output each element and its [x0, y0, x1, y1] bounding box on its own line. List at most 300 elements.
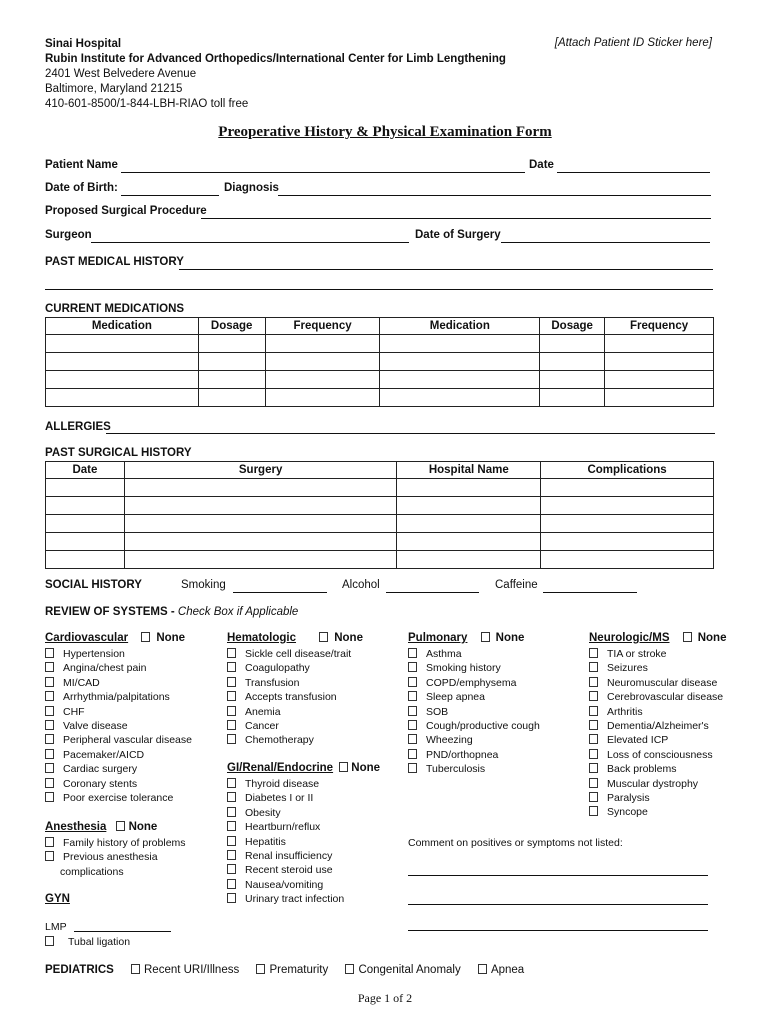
- surgical-header-row: [46, 462, 714, 479]
- cardiovascular-header: [45, 632, 185, 644]
- list-item[interactable]: [227, 849, 344, 863]
- item-label: Cerebrovascular disease: [607, 691, 724, 704]
- item-label: Poor exercise tolerance: [63, 792, 174, 805]
- item-label: Back problems: [607, 763, 677, 776]
- list-item[interactable]: [227, 705, 351, 719]
- item-label: Sickle cell disease/trait: [245, 648, 352, 660]
- checkbox-icon: [45, 792, 54, 802]
- checkbox-icon: [45, 677, 54, 687]
- item-label: Accepts transfusion: [245, 691, 337, 704]
- gi-renal-none-checkbox[interactable]: [339, 762, 380, 774]
- anesthesia-header: [45, 821, 157, 833]
- table-cell[interactable]: [46, 335, 199, 353]
- table-cell[interactable]: [540, 335, 605, 353]
- item-continuation: complications: [60, 865, 124, 878]
- checkbox-icon: [408, 706, 417, 716]
- none-label: None: [495, 632, 525, 644]
- table-cell[interactable]: [46, 533, 125, 551]
- checkbox-icon: [45, 662, 54, 672]
- table-cell[interactable]: [46, 479, 125, 497]
- neurologic-header: [589, 632, 726, 644]
- surgeon-label: Surgeon: [45, 229, 92, 241]
- item-label: Hepatitis: [245, 835, 286, 848]
- diagnosis-label: Diagnosis: [224, 182, 279, 194]
- item-label: Diabetes I or II: [245, 792, 314, 805]
- checkbox-icon: [131, 964, 140, 974]
- table-cell[interactable]: [46, 497, 125, 515]
- medications-header-row: [46, 318, 714, 335]
- caffeine-field[interactable]: [543, 592, 637, 593]
- table-cell[interactable]: [46, 515, 125, 533]
- phone-number: 410-601-8500/1-844-LBH-RIAO toll free: [45, 98, 249, 110]
- table-cell[interactable]: [605, 353, 714, 371]
- item-label: Pacemaker/AICD: [63, 748, 145, 761]
- checkbox-icon: [589, 706, 598, 716]
- table-cell[interactable]: [265, 353, 380, 371]
- list-item[interactable]: [589, 690, 723, 704]
- past-medical-history-field[interactable]: [179, 269, 713, 270]
- item-label: Smoking history: [426, 662, 501, 675]
- surgeon-field[interactable]: [91, 242, 409, 243]
- list-item[interactable]: [227, 878, 344, 892]
- checkbox-icon: [227, 677, 236, 687]
- item-label: Obesity: [245, 806, 281, 819]
- hematologic-none-checkbox[interactable]: [319, 632, 363, 644]
- table-cell[interactable]: [124, 497, 397, 515]
- alcohol-label: Alcohol: [342, 579, 380, 591]
- checkbox-icon: [227, 648, 236, 658]
- column-header: Frequency: [265, 318, 380, 335]
- list-item[interactable]: [227, 719, 351, 733]
- anesthesia-title: Anesthesia: [45, 821, 107, 833]
- city-address: Baltimore, Maryland 21215: [45, 83, 183, 95]
- table-cell[interactable]: [397, 479, 541, 497]
- neurologic-none-checkbox[interactable]: [683, 632, 727, 644]
- alcohol-field[interactable]: [386, 592, 479, 593]
- list-item[interactable]: [589, 661, 723, 675]
- table-cell[interactable]: [380, 353, 540, 371]
- checkbox-icon: [256, 964, 265, 974]
- list-item[interactable]: [227, 733, 351, 747]
- list-item[interactable]: [227, 676, 351, 690]
- procedure-label: Proposed Surgical Procedure: [45, 205, 207, 217]
- table-cell[interactable]: [605, 371, 714, 389]
- pulmonary-title: Pulmonary: [408, 632, 468, 644]
- sticker-note: [Attach Patient ID Sticker here]: [554, 37, 712, 49]
- table-cell[interactable]: [540, 371, 605, 389]
- pulmonary-none-checkbox[interactable]: [481, 632, 525, 644]
- list-item[interactable]: [227, 835, 344, 849]
- table-cell[interactable]: [198, 353, 265, 371]
- list-item[interactable]: [589, 777, 723, 791]
- medications-table: [45, 317, 714, 407]
- allergies-label: ALLERGIES: [45, 421, 111, 433]
- table-cell[interactable]: [541, 515, 714, 533]
- list-item[interactable]: [45, 748, 192, 762]
- past-surgical-history-heading: PAST SURGICAL HISTORY: [45, 447, 192, 459]
- item-label: Seizures: [607, 662, 648, 675]
- pediatrics-item[interactable]: [478, 964, 524, 976]
- checkbox-icon: [227, 734, 236, 744]
- table-cell[interactable]: [397, 515, 541, 533]
- table-cell[interactable]: [124, 551, 397, 569]
- date-of-surgery-field[interactable]: [501, 242, 710, 243]
- table-cell[interactable]: [46, 353, 199, 371]
- gi-renal-title: GI/Renal/Endocrine: [227, 762, 334, 774]
- comment-label: Comment on positives or symptoms not listed:: [408, 837, 623, 849]
- table-cell[interactable]: [124, 479, 397, 497]
- neurologic-list: [589, 647, 723, 820]
- list-item[interactable]: [45, 676, 192, 690]
- checkbox-icon: [45, 720, 54, 730]
- anesthesia-list: [45, 836, 186, 879]
- gyn-title: GYN: [45, 893, 70, 905]
- table-cell[interactable]: [540, 353, 605, 371]
- checkbox-icon: [45, 734, 54, 744]
- pediatrics-row: [45, 964, 524, 976]
- hospital-name: Sinai Hospital: [45, 38, 122, 50]
- checkbox-icon: [45, 706, 54, 716]
- list-item[interactable]: [589, 762, 723, 776]
- checkbox-icon: [408, 749, 417, 759]
- checkbox-icon: [319, 632, 328, 642]
- column-header: Dosage: [198, 318, 265, 335]
- list-item[interactable]: [589, 748, 723, 762]
- column-header: Complications: [541, 462, 714, 479]
- list-item[interactable]: [408, 762, 540, 776]
- none-label: None: [334, 632, 363, 644]
- table-cell[interactable]: [124, 533, 397, 551]
- checkbox-icon: [227, 893, 236, 903]
- social-history-heading: SOCIAL HISTORY: [45, 579, 142, 591]
- item-label: Sleep apnea: [426, 691, 485, 704]
- table-cell[interactable]: [541, 479, 714, 497]
- checkbox-icon: [589, 749, 598, 759]
- list-item[interactable]: [227, 661, 351, 675]
- table-cell[interactable]: [46, 371, 199, 389]
- checkbox-icon: [45, 749, 54, 759]
- table-cell[interactable]: [198, 389, 265, 407]
- checkbox-icon: [45, 851, 54, 861]
- table-cell[interactable]: [380, 335, 540, 353]
- checkbox-icon: [589, 662, 598, 672]
- date-field[interactable]: [557, 172, 710, 173]
- item-label: Arthritis: [607, 705, 643, 718]
- checkbox-icon: [408, 720, 417, 730]
- table-cell[interactable]: [540, 389, 605, 407]
- table-row: [46, 551, 714, 569]
- neurologic-title: Neurologic/MS: [589, 632, 670, 644]
- item-label: COPD/emphysema: [426, 676, 517, 689]
- item-label: Chemotherapy: [245, 734, 314, 747]
- none-label: None: [697, 632, 727, 644]
- column-header: Medication: [380, 318, 540, 335]
- list-item[interactable]: [45, 762, 192, 776]
- checkbox-icon: [589, 763, 598, 773]
- checkbox-icon: [45, 837, 54, 847]
- item-label: Nausea/vomiting: [245, 878, 324, 891]
- table-cell[interactable]: [198, 335, 265, 353]
- table-cell[interactable]: [380, 371, 540, 389]
- allergies-field[interactable]: [106, 433, 715, 434]
- list-item[interactable]: [408, 705, 540, 719]
- list-item[interactable]: [227, 647, 351, 661]
- table-row: [46, 353, 714, 371]
- smoking-label: Smoking: [181, 579, 226, 591]
- list-item[interactable]: [227, 806, 344, 820]
- checkbox-icon: [589, 691, 598, 701]
- checkbox-icon: [478, 964, 487, 974]
- checkbox-icon: [589, 778, 598, 788]
- checkbox-icon: [45, 778, 54, 788]
- gi-renal-header: [227, 762, 380, 774]
- review-of-systems-subtitle: Check Box if Applicable: [177, 606, 299, 618]
- none-label: None: [128, 821, 158, 833]
- table-cell[interactable]: [265, 335, 380, 353]
- list-item[interactable]: [45, 733, 192, 747]
- list-item[interactable]: [589, 791, 723, 805]
- item-label: Arrhythmia/palpitations: [63, 691, 170, 704]
- list-item[interactable]: [45, 777, 192, 791]
- hematologic-header: [227, 632, 363, 644]
- list-item[interactable]: [45, 661, 192, 675]
- column-header: Medication: [46, 318, 199, 335]
- table-cell[interactable]: [397, 533, 541, 551]
- lmp-field[interactable]: [74, 931, 171, 932]
- item-label: Transfusion: [245, 676, 300, 689]
- cardiovascular-none-checkbox[interactable]: [141, 632, 185, 644]
- checkbox-icon: [45, 691, 54, 701]
- item-label: Elevated ICP: [607, 734, 669, 747]
- table-cell[interactable]: [541, 551, 714, 569]
- item-label: Wheezing: [426, 734, 473, 747]
- cardiovascular-list: [45, 647, 192, 805]
- list-item[interactable]: [227, 690, 351, 704]
- tubal-ligation-item[interactable]: [45, 935, 130, 949]
- column-header: Hospital Name: [397, 462, 541, 479]
- item-label: Muscular dystrophy: [607, 777, 699, 790]
- item-label: Asthma: [426, 648, 462, 660]
- item-label: Prematurity: [269, 964, 329, 976]
- date-label: Date: [529, 159, 554, 171]
- list-item[interactable]: [408, 690, 540, 704]
- dob-label: Date of Birth:: [45, 182, 118, 194]
- review-of-systems-heading: [45, 606, 298, 618]
- item-label: Family history of problems: [63, 837, 186, 849]
- pediatrics-heading: PEDIATRICS: [45, 964, 114, 976]
- item-label: TIA or stroke: [607, 648, 667, 660]
- column-header: Date: [46, 462, 125, 479]
- checkbox-icon: [589, 648, 598, 658]
- list-item[interactable]: [408, 661, 540, 675]
- checkbox-icon: [408, 734, 417, 744]
- table-row: [46, 335, 714, 353]
- item-label: Cancer: [245, 720, 279, 733]
- table-row: [46, 533, 714, 551]
- list-item[interactable]: [589, 676, 723, 690]
- past-medical-history-label: PAST MEDICAL HISTORY: [45, 256, 184, 268]
- checkbox-icon: [227, 662, 236, 672]
- item-label: Coronary stents: [63, 777, 138, 790]
- caffeine-label: Caffeine: [495, 579, 538, 591]
- item-label: Previous anesthesia: [63, 851, 158, 864]
- list-item[interactable]: [589, 705, 723, 719]
- list-item[interactable]: [227, 863, 344, 877]
- list-item[interactable]: [45, 705, 192, 719]
- item-label: Peripheral vascular disease: [63, 734, 192, 747]
- institute-name: Rubin Institute for Advanced Orthopedics/International Center for Limb Lengthening: [45, 53, 506, 65]
- review-of-systems-title: REVIEW OF SYSTEMS -: [45, 606, 175, 618]
- cardiovascular-title: Cardiovascular: [45, 632, 129, 644]
- past-medical-history-line-2[interactable]: [45, 289, 713, 290]
- item-label: Urinary tract infection: [245, 893, 345, 906]
- checkbox-icon: [45, 936, 54, 946]
- checkbox-icon: [589, 806, 598, 816]
- table-cell[interactable]: [605, 389, 714, 407]
- checkbox-icon: [227, 879, 236, 889]
- checkbox-icon: [116, 821, 125, 831]
- hematologic-title: Hematologic: [227, 632, 297, 644]
- list-item[interactable]: [589, 805, 723, 819]
- column-header: Frequency: [605, 318, 714, 335]
- comment-line-1[interactable]: [408, 875, 708, 876]
- list-item[interactable]: [45, 836, 186, 850]
- item-label: Paralysis: [607, 792, 650, 805]
- item-label: Apnea: [490, 964, 525, 976]
- checkbox-icon: [227, 691, 236, 701]
- diagnosis-field[interactable]: [278, 195, 711, 196]
- date-of-surgery-label: Date of Surgery: [415, 229, 501, 241]
- item-label: Anemia: [245, 705, 281, 718]
- item-label: Dementia/Alzheimer's: [607, 720, 709, 733]
- item-label: Cough/productive cough: [426, 720, 540, 733]
- item-label: PND/orthopnea: [426, 748, 499, 761]
- dob-field[interactable]: [121, 195, 219, 196]
- item-label: Congenital Anomaly: [358, 964, 461, 976]
- patient-name-field[interactable]: [121, 172, 525, 173]
- table-cell[interactable]: [380, 389, 540, 407]
- surgical-history-table: [45, 461, 714, 569]
- lmp-label: LMP: [45, 921, 67, 933]
- gi-renal-list: [227, 777, 344, 907]
- item-label: Heartburn/reflux: [245, 821, 321, 834]
- smoking-field[interactable]: [233, 592, 327, 593]
- item-label: Thyroid disease: [245, 778, 320, 790]
- checkbox-icon: [45, 648, 54, 658]
- table-cell[interactable]: [198, 371, 265, 389]
- table-cell[interactable]: [46, 389, 199, 407]
- item-label: CHF: [63, 705, 85, 718]
- comment-line-3[interactable]: [408, 930, 708, 931]
- table-cell[interactable]: [397, 497, 541, 515]
- procedure-field[interactable]: [201, 218, 711, 219]
- table-cell[interactable]: [605, 335, 714, 353]
- checkbox-icon: [589, 677, 598, 687]
- checkbox-icon: [589, 734, 598, 744]
- checkbox-icon: [345, 964, 354, 974]
- checkbox-icon: [227, 792, 236, 802]
- item-label: SOB: [426, 705, 449, 718]
- checkbox-icon: [227, 720, 236, 730]
- checkbox-icon: [408, 691, 417, 701]
- item-label: Coagulopathy: [245, 662, 310, 675]
- list-item[interactable]: [408, 719, 540, 733]
- form-title: Preoperative History & Physical Examination Form: [218, 124, 552, 140]
- table-row: [46, 497, 714, 515]
- checkbox-icon: [408, 648, 417, 658]
- list-item[interactable]: [45, 850, 186, 864]
- hematologic-list: [227, 647, 351, 748]
- none-label: None: [351, 762, 381, 774]
- checkbox-icon: [408, 677, 417, 687]
- table-cell[interactable]: [46, 551, 125, 569]
- list-item[interactable]: [589, 733, 723, 747]
- pediatrics-item[interactable]: [256, 964, 328, 976]
- table-cell[interactable]: [541, 497, 714, 515]
- table-cell[interactable]: [124, 515, 397, 533]
- table-cell[interactable]: [265, 389, 380, 407]
- table-cell[interactable]: [541, 533, 714, 551]
- item-label: Recent URI/Illness: [144, 964, 240, 976]
- list-item[interactable]: [45, 719, 192, 733]
- pediatrics-item[interactable]: [345, 964, 460, 976]
- item-label: MI/CAD: [63, 676, 100, 689]
- list-item[interactable]: [408, 676, 540, 690]
- anesthesia-none-checkbox[interactable]: [116, 821, 158, 833]
- column-header: Dosage: [540, 318, 605, 335]
- pediatrics-item[interactable]: [131, 964, 239, 976]
- current-medications-heading: CURRENT MEDICATIONS: [45, 303, 185, 315]
- checkbox-icon: [141, 632, 150, 642]
- item-label: Valve disease: [63, 720, 128, 733]
- list-item[interactable]: [227, 791, 344, 805]
- table-cell[interactable]: [397, 551, 541, 569]
- list-item[interactable]: [589, 647, 723, 661]
- checkbox-icon: [227, 836, 236, 846]
- list-item[interactable]: [408, 647, 540, 661]
- checkbox-icon: [589, 720, 598, 730]
- table-row: [46, 515, 714, 533]
- checkbox-icon: [227, 807, 236, 817]
- table-row: [46, 479, 714, 497]
- pulmonary-list: [408, 647, 540, 777]
- item-label: Cardiac surgery: [63, 763, 138, 776]
- checkbox-icon: [227, 821, 236, 831]
- hospital-address-block: [45, 37, 506, 112]
- list-item[interactable]: [45, 647, 192, 661]
- list-item[interactable]: [589, 719, 723, 733]
- list-item[interactable]: [227, 820, 344, 834]
- table-cell[interactable]: [265, 371, 380, 389]
- list-item[interactable]: [408, 733, 540, 747]
- checkbox-icon: [45, 763, 54, 773]
- comment-line-2[interactable]: [408, 904, 708, 905]
- item-label: Angina/chest pain: [63, 662, 147, 675]
- list-item[interactable]: [227, 777, 344, 791]
- checkbox-icon: [339, 762, 348, 772]
- list-item[interactable]: [227, 892, 344, 906]
- checkbox-icon: [227, 850, 236, 860]
- checkbox-icon: [481, 632, 490, 642]
- page-number: Page 1 of 2: [357, 991, 413, 1005]
- checkbox-icon: [683, 632, 692, 642]
- list-item[interactable]: [45, 791, 192, 805]
- list-item[interactable]: [408, 748, 540, 762]
- item-label: Recent steroid use: [245, 864, 333, 877]
- table-row: [46, 371, 714, 389]
- patient-name-label: Patient Name: [45, 159, 118, 171]
- list-item[interactable]: [45, 690, 192, 704]
